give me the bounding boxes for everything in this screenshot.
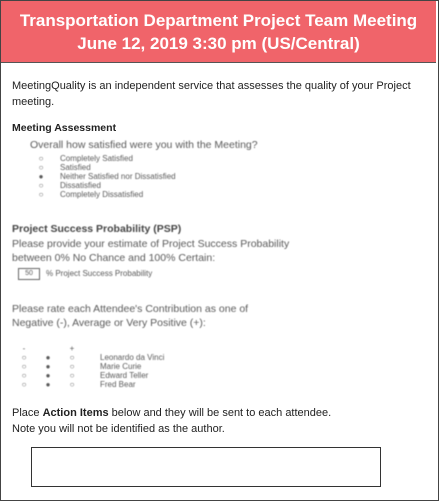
meeting-datetime: June 12, 2019 3:30 pm (US/Central): [77, 34, 360, 53]
attendee-row: [12, 362, 427, 371]
satisfaction-option-label: Completely Satisfied: [60, 154, 133, 163]
radio-selected-icon[interactable]: ●: [38, 172, 44, 181]
psp-line-1: Please provide your estimate of Project Success Probability: [12, 238, 290, 250]
satisfaction-option-label: Completely Dissatisfied: [60, 190, 144, 199]
attendee-row: [12, 380, 427, 389]
psp-input-row: [12, 266, 427, 282]
radio-unselected-icon[interactable]: ○: [69, 371, 75, 380]
attendee-name: Leonardo da Vinci: [100, 353, 165, 362]
action-line-2: Note you will not be identified as the author.: [12, 423, 225, 435]
radio-unselected-icon[interactable]: ○: [69, 362, 75, 371]
attendee-row: [12, 353, 427, 362]
radio-unselected-icon[interactable]: ○: [21, 362, 27, 371]
attendee-name: Fred Bear: [100, 380, 136, 389]
meeting-header: [1, 1, 436, 63]
assessment-question: Overall how satisfied were you with the Meeting?: [30, 139, 258, 151]
satisfaction-options: [12, 154, 427, 199]
radio-unselected-icon[interactable]: ○: [21, 380, 27, 389]
satisfaction-option[interactable]: [36, 154, 427, 163]
radio-selected-icon[interactable]: ●: [45, 380, 51, 389]
action-line-1: Place Action Items below and they will be sent to each attendee.: [12, 407, 332, 419]
radio-unselected-icon[interactable]: ○: [21, 353, 27, 362]
attendee-row: [12, 371, 427, 380]
radio-unselected-icon[interactable]: ○: [38, 181, 44, 190]
rating-line-2: Negative (-), Average or Very Positive (+):: [12, 317, 206, 329]
radio-selected-icon[interactable]: ●: [45, 362, 51, 371]
assessment-title: Meeting Assessment: [12, 122, 117, 134]
radio-unselected-icon[interactable]: ○: [69, 353, 75, 362]
radio-unselected-icon[interactable]: ○: [21, 371, 27, 380]
satisfaction-option-label: Neither Satisfied nor Dissatisfied: [60, 172, 176, 181]
action-items-input[interactable]: [31, 447, 381, 487]
satisfaction-option[interactable]: [36, 190, 427, 199]
rating-instructions: [12, 302, 427, 330]
psp-field-label: % Project Success Probability: [46, 269, 153, 278]
satisfaction-option[interactable]: [36, 163, 427, 172]
radio-unselected-icon[interactable]: ○: [69, 380, 75, 389]
intro-text: MeetingQuality is an independent service that assesses the quality of your Project meeting.: [12, 80, 411, 108]
radio-unselected-icon[interactable]: ○: [38, 154, 44, 163]
satisfaction-option-label: Dissatisfied: [60, 181, 101, 190]
psp-instructions: [12, 237, 427, 265]
psp-title: Project Success Probability (PSP): [12, 223, 182, 235]
rating-header: [12, 344, 427, 353]
radio-unselected-icon[interactable]: ○: [38, 163, 44, 172]
radio-selected-icon[interactable]: ●: [45, 371, 51, 380]
radio-unselected-icon[interactable]: ○: [38, 190, 44, 199]
attendee-rating-grid: [12, 344, 427, 389]
psp-line-2: between 0% No Chance and 100% Certain:: [12, 252, 216, 264]
radio-selected-icon[interactable]: ●: [45, 353, 51, 362]
positive-header: +: [69, 344, 75, 353]
satisfaction-option[interactable]: [36, 172, 427, 181]
rating-line-1: Please rate each Attendee's Contribution as one of: [12, 303, 249, 315]
form-content: [12, 78, 427, 437]
attendee-name: Marie Curie: [100, 362, 142, 371]
psp-value-input[interactable]: 50: [18, 268, 40, 280]
satisfaction-option-label: Satisfied: [60, 163, 91, 172]
meeting-title: Transportation Department Project Team Meeting: [19, 11, 418, 30]
satisfaction-option[interactable]: [36, 181, 427, 190]
attendee-name: Edward Teller: [100, 371, 149, 380]
negative-header: -: [22, 344, 26, 353]
action-items-text: [12, 405, 427, 437]
